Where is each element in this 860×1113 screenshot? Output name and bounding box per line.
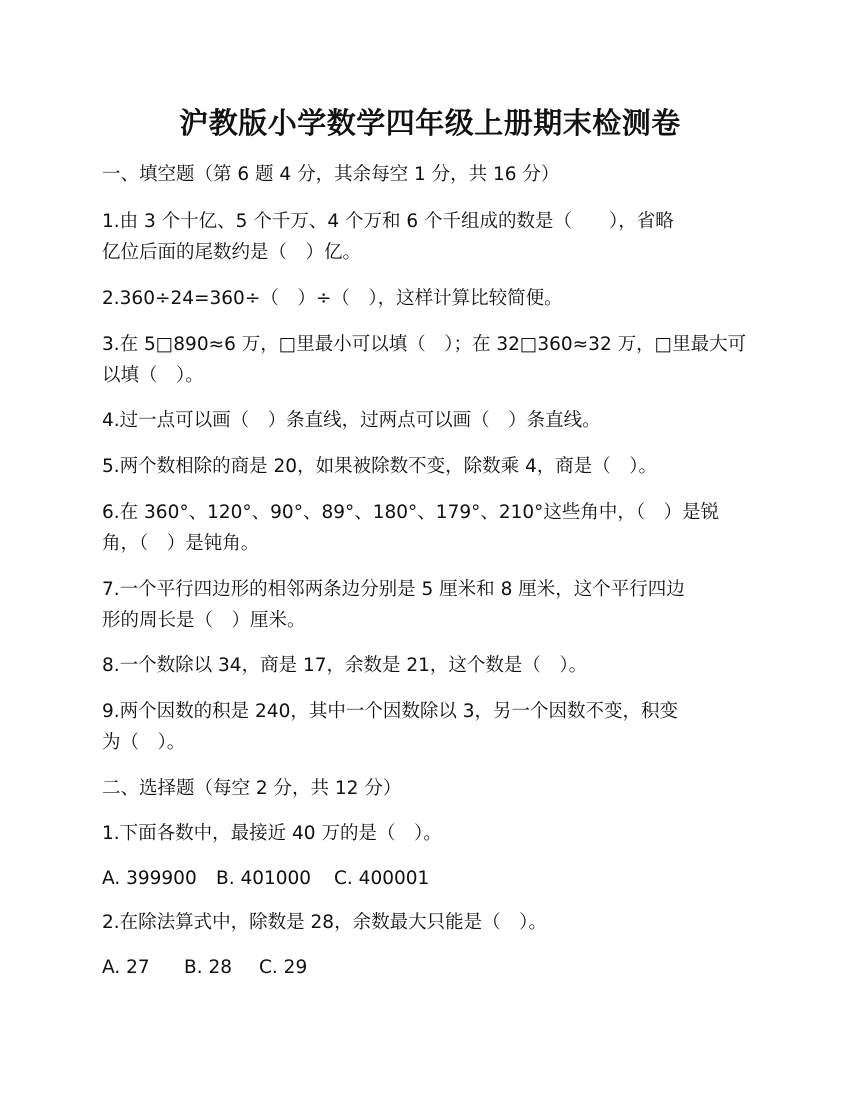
question-6-line-1: 6.在 360°、120°、90°、89°、180°、179°、210°这些角中，（ ）是锐 [102, 502, 720, 523]
option-c: C. 400001 [334, 868, 430, 889]
choice-question-1: 1.下面各数中，最接近 40 万的是（ ）。 [102, 823, 442, 844]
page-title: 沪教版小学数学四年级上册期末检测卷 [179, 106, 681, 140]
question-1-line-1: 1.由 3 个十亿、5 个千万、4 个万和 6 个千组成的数是（ ），省略 [102, 211, 674, 232]
question-3-line-2: 以填（ ）。 [102, 365, 204, 386]
question-9-line-2: 为（ ）。 [102, 732, 186, 753]
question-6-line-2: 角，（ ）是钝角。 [102, 533, 260, 554]
question-4: 4.过一点可以画（ ）条直线，过两点可以画（ ）条直线。 [102, 410, 601, 431]
question-1-line-2: 亿位后面的尾数约是（ ）亿。 [102, 242, 362, 263]
option-a: A. 399900 [102, 868, 197, 889]
question-8: 8.一个数除以 34，商是 17，余数是 21，这个数是（ ）。 [102, 655, 588, 676]
option-c: C. 29 [259, 957, 308, 978]
option-b: B. 401000 [216, 868, 312, 889]
choice-question-2-options [102, 952, 762, 983]
question-9-line-1: 9.两个因数的积是 240，其中一个因数除以 3，另一个因数不变，积变 [102, 701, 678, 722]
section-heading-multiple-choice: 二、选择题（每空 2 分，共 12 分） [102, 778, 402, 799]
section-heading-fill-blank: 一、填空题（第 6 题 4 分，其余每空 1 分，共 16 分） [102, 164, 560, 185]
option-a: A. 27 [102, 957, 150, 978]
question-7-line-2: 形的周长是（ ）厘米。 [102, 610, 306, 631]
question-7-line-1: 7.一个平行四边形的相邻两条边分别是 5 厘米和 8 厘米，这个平行四边 [102, 579, 685, 600]
question-3-line-1: 3.在 5□890≈6 万，□里最小可以填（ ）；在 32□360≈32 万，□里最大可 [102, 334, 747, 355]
choice-question-1-options [102, 863, 762, 894]
question-2: 2.360÷24=360÷（ ）÷（ ），这样计算比较简便。 [102, 288, 563, 309]
question-5: 5.两个数相除的商是 20，如果被除数不变，除数乘 4，商是（ ）。 [102, 456, 657, 477]
option-b: B. 28 [184, 957, 232, 978]
choice-question-2: 2.在除法算式中，除数是 28，余数最大只能是（ ）。 [102, 912, 547, 933]
